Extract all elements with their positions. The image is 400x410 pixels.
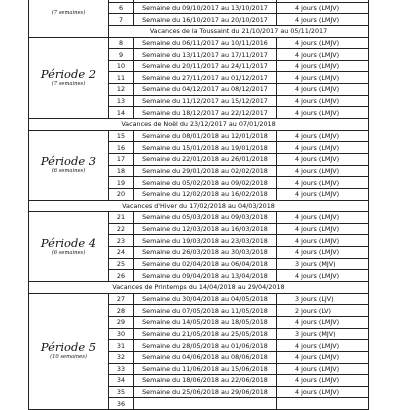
week-days: 3 jours (MJV) bbox=[277, 328, 369, 340]
vacation-row bbox=[29, 282, 369, 294]
week-dates: Semaine du 09/10/2017 au 13/10/2017 bbox=[134, 2, 277, 14]
week-number: 7 bbox=[109, 14, 134, 26]
week-days: 4 jours (LMJV) bbox=[277, 212, 369, 224]
week-dates: Semaine du 30/04/2018 au 04/05/2018 bbox=[134, 293, 277, 305]
week-dates: Semaine du 19/03/2018 au 23/03/2018 bbox=[134, 235, 277, 247]
week-dates: Semaine du 12/02/2018 au 16/02/2018 bbox=[134, 188, 277, 200]
vacation-row bbox=[29, 119, 369, 131]
week-days: 3 jours (MJV) bbox=[277, 258, 369, 270]
week-days: 4 jours (LMJV) bbox=[277, 107, 369, 119]
period-cell bbox=[29, 293, 109, 409]
week-number: 16 bbox=[109, 142, 134, 154]
week-dates: Semaine du 05/02/2018 au 09/02/2018 bbox=[134, 177, 277, 189]
week-days: 4 jours (LMJV) bbox=[277, 84, 369, 96]
week-number: 12 bbox=[109, 84, 134, 96]
week-number: 14 bbox=[109, 107, 134, 119]
week-number: 31 bbox=[109, 340, 134, 352]
period-weeks-count: (10 semaines) bbox=[50, 354, 87, 361]
week-days: 4 jours (LMJV) bbox=[277, 340, 369, 352]
week-dates: Semaine du 29/01/2018 au 02/02/2018 bbox=[134, 165, 277, 177]
week-number: 9 bbox=[109, 49, 134, 61]
week-dates: Semaine du 20/11/2017 au 24/11/2017 bbox=[134, 60, 277, 72]
calendar-table bbox=[28, 0, 369, 410]
week-dates: Semaine du 28/05/2018 au 01/06/2018 bbox=[134, 340, 277, 352]
week-days: 4 jours (LMJV) bbox=[277, 375, 369, 387]
week-dates: Semaine du 22/01/2018 au 26/01/2018 bbox=[134, 153, 277, 165]
week-days: 4 jours (LMJV) bbox=[277, 235, 369, 247]
week-number: 13 bbox=[109, 95, 134, 107]
week-number: 26 bbox=[109, 270, 134, 282]
week-number: 17 bbox=[109, 153, 134, 165]
vacation-row bbox=[29, 200, 369, 212]
period-cell bbox=[29, 212, 109, 282]
week-dates: Semaine du 08/01/2018 au 12/01/2018 bbox=[134, 130, 277, 142]
week-dates: Semaine du 15/01/2018 au 19/01/2018 bbox=[134, 142, 277, 154]
week-days: 4 jours (LMJV) bbox=[277, 177, 369, 189]
week-days: 4 jours (LMJV) bbox=[277, 37, 369, 49]
period-cell bbox=[29, 37, 109, 118]
calendar-body bbox=[29, 0, 369, 410]
week-dates: Semaine du 02/04/2018 au 06/04/2018 bbox=[134, 258, 277, 270]
week-number: 23 bbox=[109, 235, 134, 247]
week-days: 4 jours (LMJV) bbox=[277, 247, 369, 259]
week-dates: Semaine du 27/11/2017 au 01/12/2017 bbox=[134, 72, 277, 84]
week-number: 32 bbox=[109, 351, 134, 363]
week-number: 29 bbox=[109, 316, 134, 328]
period-name: Période 4 bbox=[40, 235, 97, 250]
week-days: 4 jours (LMJV) bbox=[277, 49, 369, 61]
week-number: 15 bbox=[109, 130, 134, 142]
week-number: 19 bbox=[109, 177, 134, 189]
week-dates: Semaine du 18/12/2017 au 22/12/2017 bbox=[134, 107, 277, 119]
week-dates: Semaine du 04/06/2018 au 08/06/2018 bbox=[134, 351, 277, 363]
week-row bbox=[29, 212, 369, 224]
week-number: 24 bbox=[109, 247, 134, 259]
week-number: 22 bbox=[109, 223, 134, 235]
week-number: 18 bbox=[109, 165, 134, 177]
week-number: 21 bbox=[109, 212, 134, 224]
week-days bbox=[277, 398, 369, 410]
week-row bbox=[29, 130, 369, 142]
week-days: 4 jours (LMJV) bbox=[277, 165, 369, 177]
week-days: 4 jours (LMJV) bbox=[277, 188, 369, 200]
period-cell bbox=[29, 130, 109, 200]
week-dates: Semaine du 21/05/2018 au 25/05/2018 bbox=[134, 328, 277, 340]
week-dates: Semaine du 07/05/2018 au 11/05/2018 bbox=[134, 305, 277, 317]
period-weeks-count: (6 semaines) bbox=[51, 249, 86, 256]
week-number: 10 bbox=[109, 60, 134, 72]
week-days: 4 jours (LMJV) bbox=[277, 2, 369, 14]
week-number: 25 bbox=[109, 258, 134, 270]
week-dates: Semaine du 09/04/2018 au 13/04/2018 bbox=[134, 270, 277, 282]
vacation-label: Vacances de Noël du 23/12/2017 au 07/01/2018 bbox=[29, 119, 369, 131]
week-number: 20 bbox=[109, 188, 134, 200]
week-dates: Semaine du 25/06/2018 au 29/06/2018 bbox=[134, 386, 277, 398]
vacation-label: Vacances de Printemps du 14/04/2018 au 29/04/2018 bbox=[29, 282, 369, 294]
week-dates bbox=[134, 398, 277, 410]
vacation-label: Vacances d'Hiver du 17/02/2018 au 04/03/2018 bbox=[29, 200, 369, 212]
period-cell bbox=[29, 0, 109, 37]
week-dates: Semaine du 11/12/2017 au 15/12/2017 bbox=[134, 95, 277, 107]
week-number: 28 bbox=[109, 305, 134, 317]
week-dates: Semaine du 14/05/2018 au 18/05/2018 bbox=[134, 316, 277, 328]
week-days: 4 jours (LMJV) bbox=[277, 14, 369, 26]
week-days: 4 jours (LMJV) bbox=[277, 72, 369, 84]
week-days: 4 jours (LMJV) bbox=[277, 363, 369, 375]
week-row bbox=[29, 37, 369, 49]
week-days: 4 jours (LMJV) bbox=[277, 60, 369, 72]
week-number: 34 bbox=[109, 375, 134, 387]
period-name: Période 5 bbox=[40, 340, 97, 355]
period-name: Période 2 bbox=[40, 66, 97, 81]
week-number: 8 bbox=[109, 37, 134, 49]
week-dates: Semaine du 16/10/2017 au 20/10/2017 bbox=[134, 14, 277, 26]
week-number: 27 bbox=[109, 293, 134, 305]
week-number: 6 bbox=[109, 2, 134, 14]
week-days: 4 jours (LMJV) bbox=[277, 95, 369, 107]
week-number: 36 bbox=[109, 398, 134, 410]
week-dates: Semaine du 05/03/2018 au 09/03/2018 bbox=[134, 212, 277, 224]
week-days: 2 jours (LV) bbox=[277, 305, 369, 317]
week-days: 4 jours (LMJV) bbox=[277, 142, 369, 154]
week-number: 33 bbox=[109, 363, 134, 375]
week-days: 4 jours (LMJV) bbox=[277, 270, 369, 282]
week-number: 11 bbox=[109, 72, 134, 84]
week-dates: Semaine du 06/11/2017 au 10/11/2016 bbox=[134, 37, 277, 49]
week-dates: Semaine du 18/06/2018 au 22/06/2018 bbox=[134, 375, 277, 387]
week-days: 4 jours (LMJV) bbox=[277, 223, 369, 235]
vacation-label: Vacances de la Toussaint du 21/10/2017 au 05/11/2017 bbox=[109, 25, 369, 37]
week-dates: Semaine du 26/03/2018 au 30/03/2018 bbox=[134, 247, 277, 259]
week-number: 30 bbox=[109, 328, 134, 340]
period-weeks-count: (7 semaines) bbox=[51, 80, 86, 87]
week-days: 4 jours (LMJV) bbox=[277, 316, 369, 328]
week-days: 4 jours (LMJV) bbox=[277, 130, 369, 142]
week-dates: Semaine du 12/03/2018 au 16/03/2018 bbox=[134, 223, 277, 235]
week-dates: Semaine du 11/06/2018 au 15/06/2018 bbox=[134, 363, 277, 375]
week-days: 4 jours (LMJV) bbox=[277, 386, 369, 398]
week-dates: Semaine du 13/11/2017 au 17/11/2017 bbox=[134, 49, 277, 61]
period-weeks-count: (6 semaines) bbox=[51, 168, 86, 175]
week-number: 35 bbox=[109, 386, 134, 398]
period-weeks-count: (7 semaines) bbox=[51, 10, 86, 17]
week-dates: Semaine du 04/12/2017 au 08/12/2017 bbox=[134, 84, 277, 96]
week-row bbox=[29, 293, 369, 305]
week-days: 4 jours (LMJV) bbox=[277, 351, 369, 363]
week-days: 3 jours (LJV) bbox=[277, 293, 369, 305]
week-days: 4 jours (LMJV) bbox=[277, 153, 369, 165]
period-name: Période 3 bbox=[40, 154, 97, 169]
